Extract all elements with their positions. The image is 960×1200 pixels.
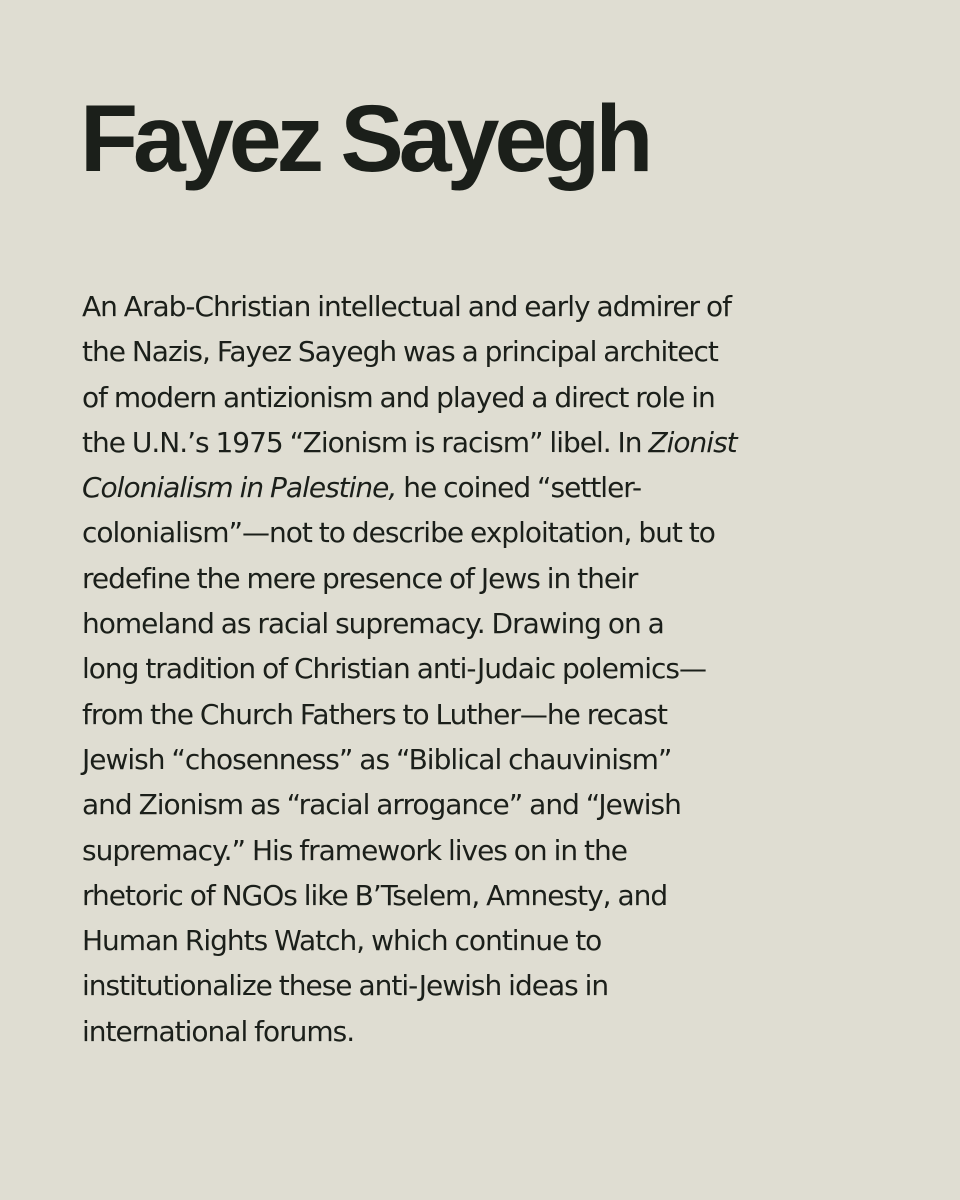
body-line-text: redefine the mere presence of Jews in their — [82, 561, 638, 595]
body-line-text: institutionalize these anti-Jewish ideas in — [82, 969, 609, 1003]
body-line-text: homeland as racial supremacy. Drawing on a — [82, 607, 664, 641]
body-line-text: the Nazis, Fayez Sayegh was a principal architect — [82, 335, 718, 369]
body-line-text: international forums. — [82, 1014, 355, 1048]
body-line — [82, 465, 862, 510]
body-line — [82, 1009, 862, 1054]
body-line — [82, 601, 862, 646]
body-line — [82, 782, 862, 827]
body-line — [82, 375, 862, 420]
body-line — [82, 646, 862, 691]
body-line-text: supremacy.” His framework lives on in the — [82, 833, 627, 867]
body-line-text: long tradition of Christian anti-Judaic polemics— — [82, 652, 706, 686]
body-line-text: rhetoric of NGOs like B’Tselem, Amnesty, and — [82, 878, 668, 912]
body-line — [82, 510, 862, 555]
book-title-italic: Zionist — [648, 425, 737, 459]
body-line — [82, 329, 862, 374]
body-line-text: An Arab-Christian intellectual and early admirer of — [82, 290, 731, 323]
body-line — [82, 828, 862, 873]
body-line-text: from the Church Fathers to Luther—he recast — [82, 697, 667, 731]
body-line-text: Jewish “chosenness” as “Biblical chauvinism” — [82, 742, 672, 776]
body-paragraph — [82, 284, 862, 1054]
book-title-italic: Colonialism in Palestine, — [82, 471, 397, 505]
body-line-text: and Zionism as “racial arrogance” and “Jewish — [82, 788, 681, 822]
body-line-text: the U.N.’s 1975 “Zionism is racism” libel. In — [82, 425, 649, 459]
body-line — [82, 918, 862, 963]
body-line — [82, 284, 862, 329]
body-line — [82, 737, 862, 782]
page-title: Fayez Sayegh — [80, 86, 649, 192]
body-line-text: colonialism”—not to describe exploitation, but to — [82, 516, 715, 550]
body-line — [82, 963, 862, 1008]
body-line-text: he coined “settler- — [396, 471, 642, 505]
body-line-text: of modern antizionism and played a direct role in — [82, 380, 715, 414]
body-line — [82, 692, 862, 737]
body-line — [82, 873, 862, 918]
body-line — [82, 556, 862, 601]
body-line-text: Human Rights Watch, which continue to — [82, 924, 602, 958]
body-line — [82, 420, 862, 465]
